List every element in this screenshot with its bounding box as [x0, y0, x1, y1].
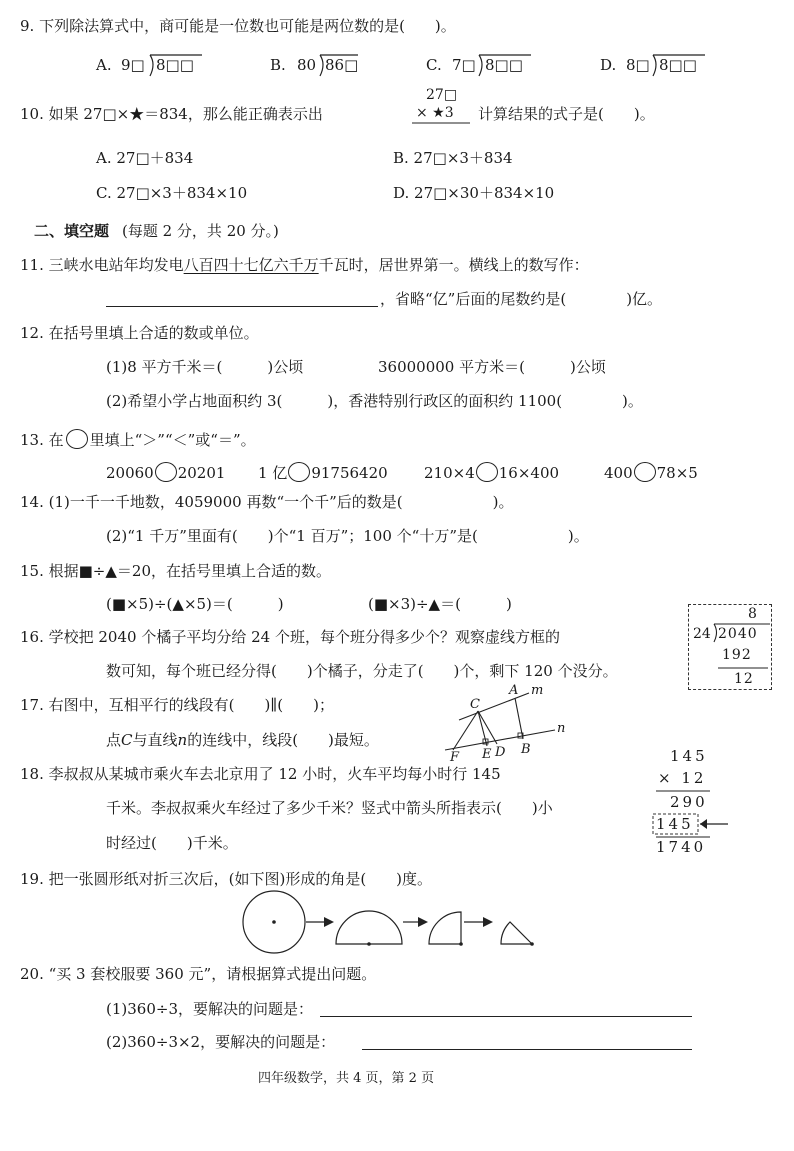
q18-line3: 时经过( )千米。: [106, 834, 238, 852]
q9-option-d-letter: D.: [600, 56, 617, 74]
q17-label-f: F: [450, 750, 460, 765]
q10-option-b: B. 27□×3＋834: [393, 149, 513, 167]
q18-line1: 18. 李叔叔从某城市乘火车去北京用了 12 小时，火车平均每小时行 145: [20, 765, 501, 783]
q13-item-3-circle-icon[interactable]: [476, 462, 498, 482]
q16-dividend: 2040: [718, 626, 758, 642]
q11-text-a: 11. 三峡水电站年均发电: [20, 256, 184, 274]
q9-c-divisor: 7□: [452, 56, 476, 74]
q9-option-c-letter: C.: [426, 56, 442, 74]
q13-item-2-right: 91756420: [311, 464, 388, 482]
q20-part2-answer-line[interactable]: [362, 1049, 692, 1050]
q19-text: 19. 把一张圆形纸对折三次后，(如下图)形成的角是( )度。: [20, 870, 433, 888]
q17-label-d: D: [495, 745, 506, 760]
q17-point-c: C: [121, 731, 133, 749]
q20-part2: (2)360÷3×2，要解决的问题是：: [106, 1033, 336, 1051]
q11-text: [20, 258, 589, 273]
q17-label-b: B: [521, 742, 531, 757]
q18-calc-result: 1740: [656, 838, 707, 856]
q11-answer-blank[interactable]: [106, 306, 378, 307]
q13-circle-icon: [66, 429, 88, 449]
q11-underlined-number: 八百四十七亿六千万: [183, 256, 319, 274]
q12-part1b: 36000000 平方米＝( )公顷: [378, 358, 606, 376]
q12-part2: (2)希望小学占地面积约 3( )，香港特别行政区的面积约 1100( )。: [106, 392, 643, 410]
q17-label-n: n: [557, 721, 566, 736]
q18-calc-p2: 145: [656, 815, 694, 833]
q10-option-a: A. 27□＋834: [96, 149, 194, 167]
q17-label-c: C: [470, 697, 480, 712]
q17-line2-b: 与直线: [132, 731, 178, 749]
q16-quotient: 8: [748, 606, 757, 622]
q11-line2: ，省略“亿”后面的尾数约是( )亿。: [380, 290, 663, 308]
q17-geometry-figure: [445, 680, 566, 765]
q19-quarter-circle-icon: [429, 912, 461, 944]
q19-eighth-circle-icon: [501, 922, 532, 944]
q9-b-divisor: 80: [297, 56, 317, 74]
q16-divisor: 24: [693, 626, 711, 642]
q17-line-n: n: [177, 731, 188, 749]
q17-line2-d: 的连线中，线段( )最短。: [187, 731, 379, 749]
q13-item-1: [106, 462, 225, 482]
q11-text-b: 千瓦时，居世界第一。横线上的数写作：: [318, 256, 589, 274]
q13-text-b: 里填上“＞”“＜”或“＝”。: [89, 431, 256, 449]
section2-title: 二、填空题: [34, 222, 110, 240]
q13-item-4-left: 400: [604, 464, 633, 482]
q18-calc-top: 145: [670, 747, 708, 765]
q9-division-brackets: [0, 0, 794, 90]
q9-c-dividend: 8□□: [485, 56, 523, 74]
q13-item-2: [258, 462, 388, 482]
q18-calc-mult: × 12: [658, 769, 707, 787]
q15-text: 15. 根据■÷▲＝20，在括号里填上合适的数。: [20, 562, 331, 580]
q13-item-4: [604, 462, 698, 482]
page-footer: 四年级数学，共 4 页，第 2 页: [258, 1071, 435, 1086]
q16-product: 192: [722, 647, 752, 663]
q9-option-a-letter: A.: [96, 56, 112, 74]
q13-item-4-circle-icon[interactable]: [634, 462, 656, 482]
q13-item-2-left: 1 亿: [258, 464, 288, 482]
q13-text: [20, 429, 256, 449]
q16-remainder: 12: [734, 671, 754, 687]
q16-bracket-lines: [688, 604, 778, 694]
q9-a-divisor: 9□: [121, 56, 145, 74]
q13-item-3: [424, 462, 559, 482]
q13-text-a: 13. 在: [20, 431, 64, 449]
q13-item-1-right: 20201: [177, 464, 226, 482]
q18-dashed-box: [653, 814, 698, 834]
q9-d-dividend: 8□□: [659, 56, 697, 74]
q13-item-4-right: 78×5: [656, 464, 698, 482]
q9-b-dividend: 86□: [325, 56, 359, 74]
q16-line1: 16. 学校把 2040 个橘子平均分给 24 个班，每个班分得多少个？观察虚线方框的: [20, 628, 560, 646]
q17-line1: 17. 右图中，互相平行的线段有( )∥( )；: [20, 696, 334, 714]
q10-inline-rule: [412, 122, 472, 126]
q17-label-m: m: [531, 683, 544, 698]
q10-text-after: 计算结果的式子是( )。: [478, 105, 655, 123]
q19-folding-figure: [240, 888, 550, 958]
q10-text-before: 10. 如果 27□×★＝834，那么能正确表示出: [20, 105, 323, 123]
q17-label-a: A: [509, 683, 519, 698]
q18-line2: 千米。李叔叔乘火车经过了多少千米？竖式中箭头所指表示( )小: [106, 799, 553, 817]
q10-option-c: C. 27□×3＋834×10: [96, 184, 248, 202]
q13-item-3-right: 16×400: [498, 464, 560, 482]
q12-part1a: (1)8 平方千米＝( )公顷: [106, 358, 304, 376]
q17-segment-ce: [478, 711, 487, 746]
q13-item-1-circle-icon[interactable]: [155, 462, 177, 482]
q9-d-divisor: 8□: [626, 56, 650, 74]
q10-option-d: D. 27□×30＋834×10: [393, 184, 555, 202]
q9-a-dividend: 8□□: [156, 56, 194, 74]
q19-semicircle-icon: [336, 911, 402, 944]
q13-item-1-left: 20060: [106, 464, 154, 482]
q15-part2: (■×3)÷▲＝( ): [368, 595, 512, 613]
q16-line2: 数可知，每个班已经分得( )个橘子，分走了( )个，剩下 120 个没分。: [106, 662, 618, 680]
q14-part1: 14. (1)一千一千地数，4059000 再数“一个千”后的数是( )。: [20, 493, 514, 511]
q13-item-2-circle-icon[interactable]: [288, 462, 310, 482]
q17-line2-a: 点: [106, 731, 122, 749]
q9-text: 9. 下列除法算式中，商可能是一位数也可能是两位数的是( )。: [20, 17, 456, 35]
q20-text: 20. “买 3 套校服要 360 元”，请根据算式提出问题。: [20, 965, 377, 983]
q10-inline-bottom: × ★3: [416, 105, 454, 121]
q10-inline-top: 27□: [426, 87, 458, 103]
q15-part1: (■×5)÷(▲×5)＝( ): [106, 595, 284, 613]
q17-label-e: E: [482, 747, 492, 762]
q20-part1-answer-line[interactable]: [320, 1016, 692, 1017]
q13-item-3-left: 210×4: [424, 464, 475, 482]
q14-part2: (2)“1 千万”里面有( )个“1 百万”；100 个“十万”是( )。: [106, 527, 589, 545]
q9-option-b-letter: B.: [270, 56, 286, 74]
section2-note: (每题 2 分，共 20 分。): [122, 222, 279, 240]
q18-calc-lines: [648, 745, 738, 855]
q20-part1: (1)360÷3，要解决的问题是：: [106, 1000, 313, 1018]
q12-text: 12. 在括号里填上合适的数或单位。: [20, 324, 259, 342]
q17-line2: [106, 733, 379, 748]
q18-calc-p1: 290: [670, 793, 708, 811]
